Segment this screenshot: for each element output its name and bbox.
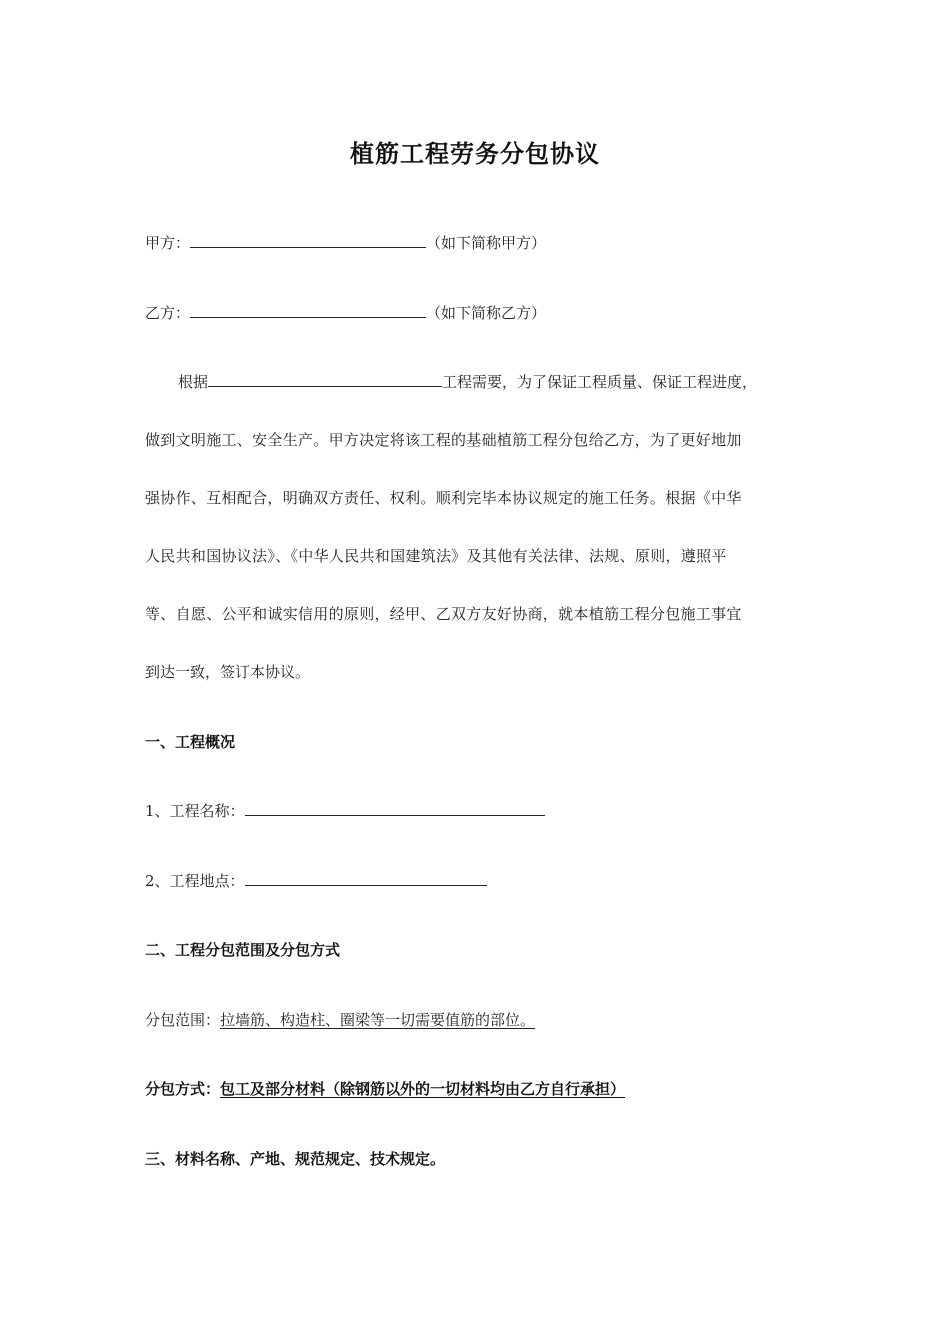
section-2-heading: 二、工程分包范围及分包方式 xyxy=(145,941,341,959)
project-blank xyxy=(208,371,442,387)
section-1-heading: 一、工程概况 xyxy=(145,733,236,751)
intro-line-5: 等、自愿、公平和诚实信用的原则，经甲、乙双方友好协商，就本植筋工程分包施工事宜 xyxy=(145,605,742,623)
project-location-label: 2、工程地点： xyxy=(145,872,245,890)
project-location-line xyxy=(145,870,805,892)
party-a-line xyxy=(145,232,805,254)
scope-label: 分包范围： xyxy=(145,1011,221,1029)
method-label: 分包方式： xyxy=(145,1080,221,1098)
project-name-label: 1、工程名称： xyxy=(145,802,245,820)
intro-line-1 xyxy=(145,371,838,393)
party-b-blank xyxy=(190,302,426,318)
intro-line-1-rest: 工程需要，为了保证工程质量、保证工程进度， xyxy=(442,373,758,391)
project-name-blank xyxy=(245,800,545,816)
party-b-line xyxy=(145,302,805,324)
intro-line-6: 到达一致，签订本协议。 xyxy=(145,663,311,681)
method-value: 包工及部分材料（除钢筋以外的一切材料均由乙方自行承担） xyxy=(220,1080,626,1098)
document-title: 植筋工程劳务分包协议 xyxy=(350,139,600,168)
intro-line-4: 人民共和国协议法》、《中华人民共和国建筑法》及其他有关法律、法规、原则，遵照平 xyxy=(145,547,727,565)
party-a-note: （如下简称甲方） xyxy=(426,234,547,252)
project-location-blank xyxy=(245,870,487,886)
method-line xyxy=(145,1078,805,1100)
party-b-label: 乙方： xyxy=(145,304,191,322)
section-3-heading: 三、材料名称、产地、规范规定、技术规定。 xyxy=(145,1150,446,1168)
intro-line-2: 做到文明施工、安全生产。甲方决定将该工程的基础植筋工程分包给乙方，为了更好地加 xyxy=(145,431,742,449)
project-name-line xyxy=(145,800,805,822)
party-a-label: 甲方： xyxy=(145,234,191,252)
party-a-blank xyxy=(190,232,426,248)
scope-value: 拉墙筋、构造柱、圈梁等一切需要值筋的部位。 xyxy=(220,1011,536,1029)
party-b-note: （如下简称乙方） xyxy=(426,304,547,322)
intro-prefix: 根据 xyxy=(178,373,209,391)
intro-line-3: 强协作、互相配合，明确双方责任、权利。顺利完毕本协议规定的施工任务。根据《中华 xyxy=(145,489,742,507)
scope-line xyxy=(145,1009,805,1031)
